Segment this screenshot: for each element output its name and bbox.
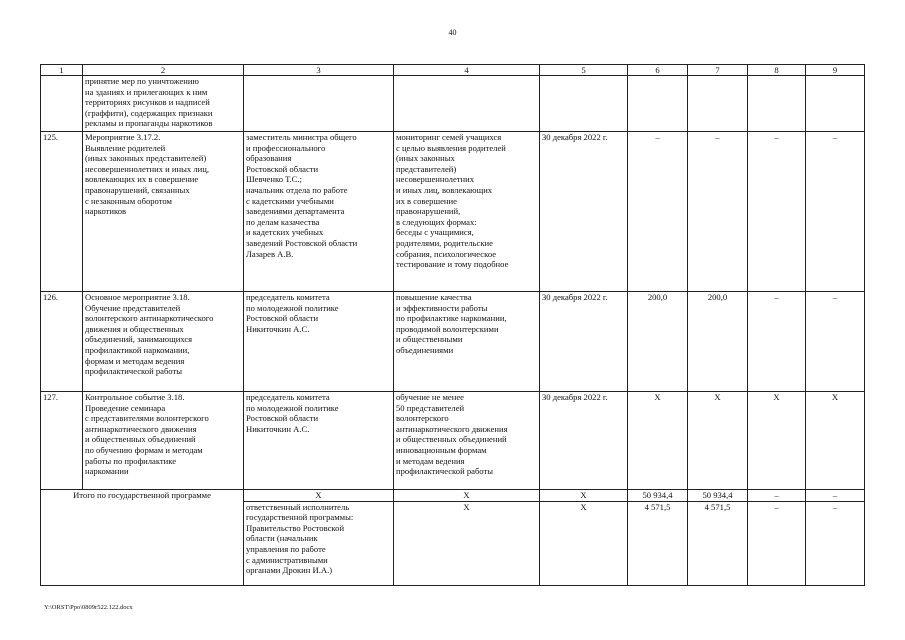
table-row <box>41 392 865 490</box>
program-table <box>40 64 865 586</box>
value-cell: – <box>688 132 748 292</box>
header-row <box>41 65 865 76</box>
total-label: Итого по государственной программе <box>41 490 244 502</box>
table-row <box>41 292 865 392</box>
value-cell: Х <box>394 490 540 502</box>
value-cell: 50 934,4 <box>628 490 688 502</box>
responsible-text: председатель комитета по молодежной политике Ростовской области Никиточкин А.С. <box>244 292 394 392</box>
activity-text: принятие мер по уничтожению на зданиях и прилегающих к ним территориях рисунков и надписей (граффити), содержащих признаки рекламы и пропаганды наркотиков <box>83 76 244 132</box>
header-cell: 5 <box>540 65 628 76</box>
total-row <box>41 490 865 502</box>
activity-text: Основное мероприятие 3.18. Обучение представителей волонтерского антинаркотического движения и общественных объединений, занимающихся профилактикой наркомании, формам и методам ведения профилактической работы <box>83 292 244 392</box>
activity-text: Мероприятие 3.17.2. Выявление родителей (иных законных представителей) несовершеннолетних и иных лиц, вовлекающих их в совершение правонарушений, связанных с незаконным оборотом наркотиков <box>83 132 244 292</box>
header-cell: 8 <box>748 65 806 76</box>
value-cell: Х <box>394 501 540 585</box>
deadline: 30 декабря 2022 г. <box>540 392 628 490</box>
row-number: 125. <box>41 132 83 292</box>
header-cell: 2 <box>83 65 244 76</box>
header-cell: 1 <box>41 65 83 76</box>
value-cell: 4 571,5 <box>628 501 688 585</box>
value-cell: – <box>806 132 865 292</box>
responsible-text: председатель комитета по молодежной политике Ростовской области Никиточкин А.С. <box>244 392 394 490</box>
header-cell: 9 <box>806 65 865 76</box>
value-cell: – <box>748 292 806 392</box>
value-cell: Х <box>244 490 394 502</box>
table-row <box>41 132 865 292</box>
value-cell: Х <box>688 392 748 490</box>
value-cell: 50 934,4 <box>688 490 748 502</box>
value-cell: – <box>806 490 865 502</box>
result-text: обучение не менее 50 представителей волонтерского антинаркотического движения и общественных объединений инновационным формам и методам ведения профилактической работы <box>394 392 540 490</box>
value-cell: Х <box>628 392 688 490</box>
responsible-row <box>41 501 865 585</box>
value-cell: – <box>628 132 688 292</box>
row-number: 126. <box>41 292 83 392</box>
deadline: 30 декабря 2022 г. <box>540 292 628 392</box>
value-cell: 200,0 <box>628 292 688 392</box>
file-path-footer: Y:\ORST\Ppo\0809r522.122.docx <box>44 604 133 611</box>
result-text: мониторинг семей учащихся с целью выявления родителей (иных законных представителей) несовершеннолетних и иных лиц, вовлекающих их в совершение правонарушений, в следующих формах: беседы с учащимися, родителями, родительские собрания, психологическое тестирование и тому подобное <box>394 132 540 292</box>
value-cell: Х <box>540 490 628 502</box>
row-number: 127. <box>41 392 83 490</box>
value-cell: Х <box>806 392 865 490</box>
responsible-text: ответственный исполнитель государственной программы: Правительство Ростовской области (начальник управления по работе с административными органами Дрокин И.А.) <box>244 501 394 585</box>
header-cell: 6 <box>628 65 688 76</box>
value-cell: – <box>748 501 806 585</box>
activity-text: Контрольное событие 3.18. Проведение семинара с представителями волонтерского антинаркотического движения и общественных объединений по обучению формам и методам работы по профилактике наркомании <box>83 392 244 490</box>
table-row-continuation <box>41 76 865 132</box>
value-cell: Х <box>748 392 806 490</box>
header-cell: 4 <box>394 65 540 76</box>
value-cell: 200,0 <box>688 292 748 392</box>
value-cell: – <box>806 501 865 585</box>
responsible-text: заместитель министра общего и профессионального образования Ростовской области Шевченко Т.С.; начальник отдела по работе с кадетскими учебными заведениями департамента по делам казачества и кадетских учебных заведений Ростовской области Лазарев А.В. <box>244 132 394 292</box>
page-number: 40 <box>448 28 457 37</box>
header-cell: 3 <box>244 65 394 76</box>
result-text: повышение качества и эффективности работы по профилактике наркомании, проводимой волонтерскими и общественными объединениями <box>394 292 540 392</box>
value-cell: – <box>806 292 865 392</box>
value-cell: – <box>748 490 806 502</box>
header-cell: 7 <box>688 65 748 76</box>
value-cell: 4 571,5 <box>688 501 748 585</box>
deadline: 30 декабря 2022 г. <box>540 132 628 292</box>
value-cell: – <box>748 132 806 292</box>
value-cell: Х <box>540 501 628 585</box>
